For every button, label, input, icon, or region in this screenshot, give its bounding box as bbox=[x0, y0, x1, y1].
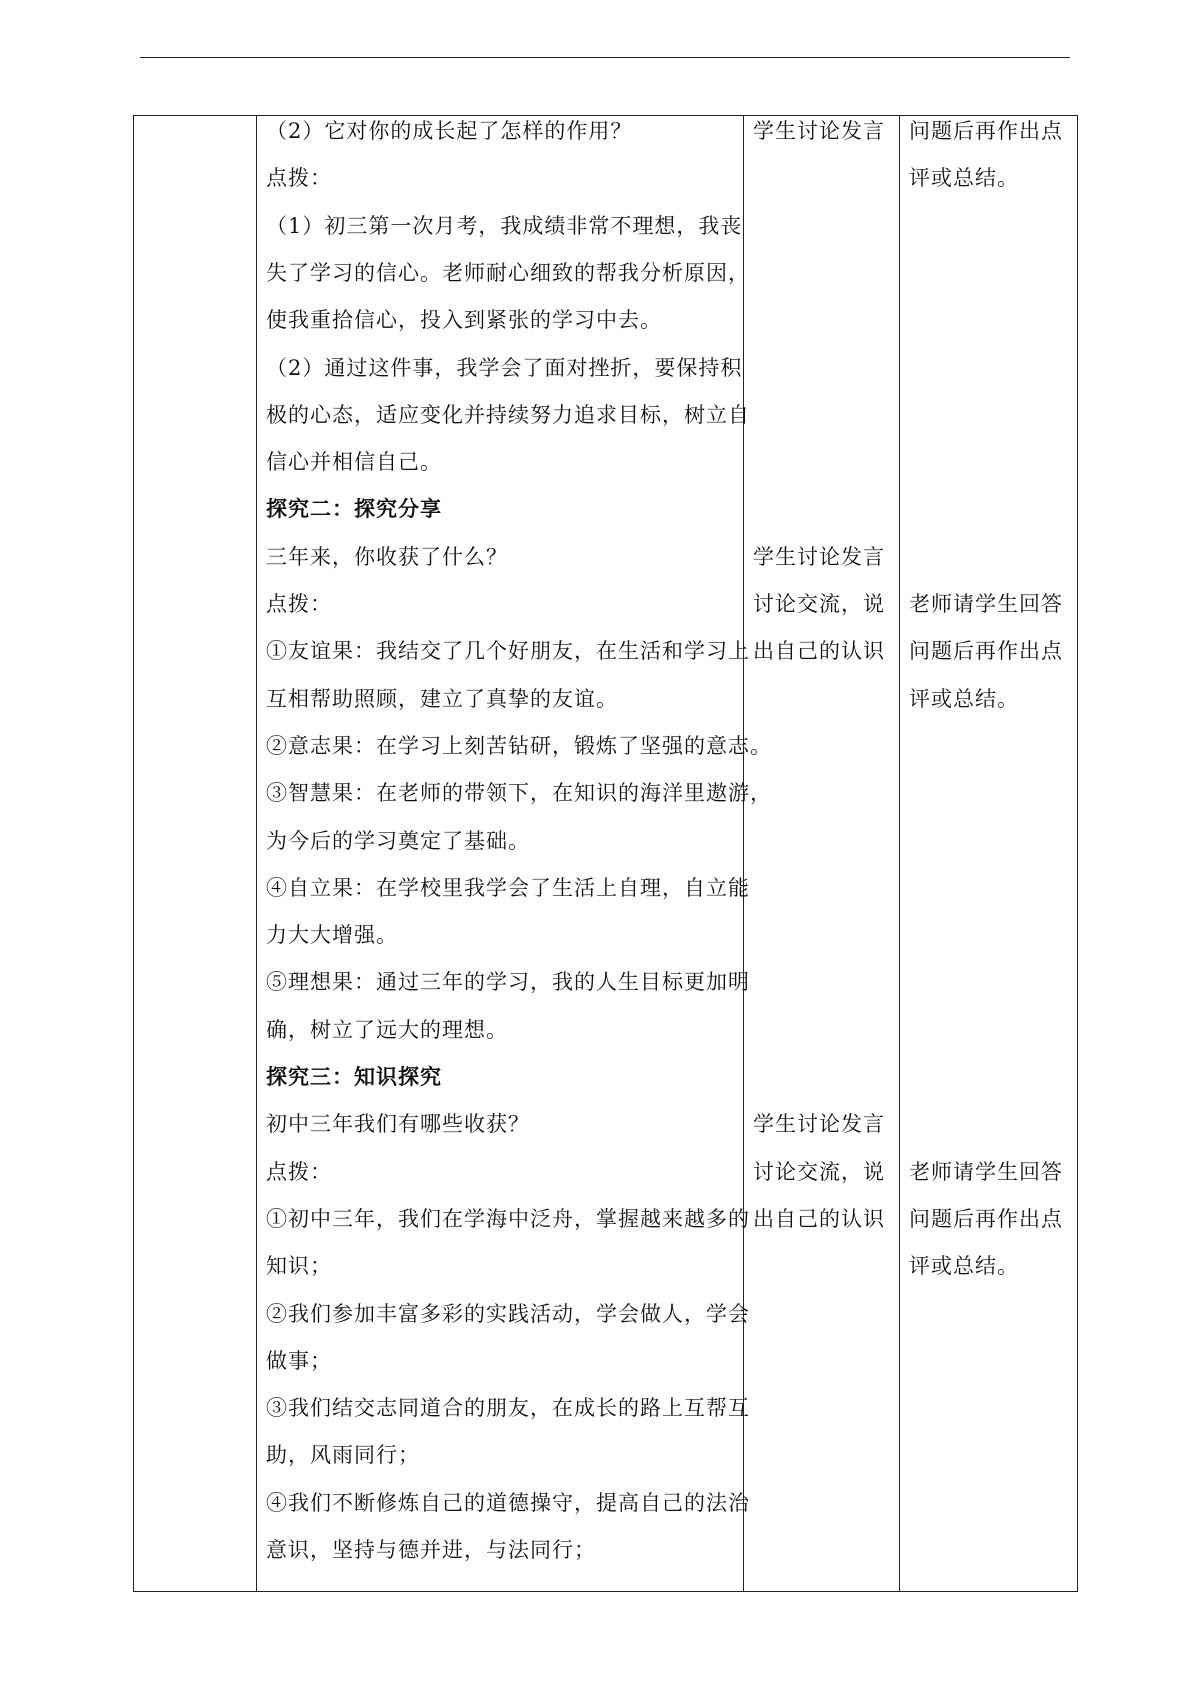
content-line: 极的心态，适应变化并持续努力追求目标，树立自 bbox=[266, 402, 750, 427]
content-line: 确，树立了远大的理想。 bbox=[266, 1017, 508, 1042]
content-line: 互相帮助照顾，建立了真挚的友谊。 bbox=[266, 686, 618, 711]
content-line: 使我重拾信心，投入到紧张的学习中去。 bbox=[266, 308, 662, 333]
content-line: 做事； bbox=[266, 1348, 332, 1373]
teacher-activity-line: 问题后再作出点 bbox=[909, 639, 1063, 664]
student-activity-line: 学生讨论发言 bbox=[753, 119, 885, 143]
content-line: ⑤理想果：通过三年的学习，我的人生目标更加明 bbox=[266, 970, 750, 995]
lesson-plan-table bbox=[133, 115, 1078, 1592]
teacher-activity-line: 评或总结。 bbox=[909, 686, 1019, 711]
student-activity-line: 出自己的认识 bbox=[753, 639, 885, 664]
student-activity-line: 讨论交流，说 bbox=[753, 1159, 885, 1184]
teacher-activity-line: 老师请学生回答 bbox=[909, 592, 1063, 616]
content-line: 信心并相信自己。 bbox=[266, 450, 442, 475]
column-divider bbox=[743, 116, 744, 1591]
content-line: ④我们不断修炼自己的道德操守，提高自己的法治 bbox=[266, 1490, 750, 1515]
student-activity-line: 讨论交流，说 bbox=[753, 592, 885, 616]
teacher-activity-line: 问题后再作出点 bbox=[909, 119, 1063, 143]
column-divider bbox=[899, 116, 900, 1591]
header-rule bbox=[140, 57, 1070, 58]
content-line: 初中三年我们有哪些收获？ bbox=[266, 1112, 530, 1137]
content-line: ③智慧果：在老师的带领下，在知识的海洋里遨游， bbox=[266, 781, 772, 806]
student-activity-line: 出自己的认识 bbox=[753, 1206, 885, 1231]
content-line: （1）初三第一次月考，我成绩非常不理想，我丧 bbox=[266, 213, 743, 238]
content-line: 点拨： bbox=[266, 166, 332, 191]
content-line: 点拨： bbox=[266, 592, 332, 616]
student-activity-line: 学生讨论发言 bbox=[753, 1112, 885, 1137]
content-line: 为今后的学习奠定了基础。 bbox=[266, 828, 530, 853]
teacher-activity-line: 评或总结。 bbox=[909, 1254, 1019, 1279]
content-line: ②意志果：在学习上刻苦钻研，锻炼了坚强的意志。 bbox=[266, 733, 772, 758]
content-line: 助，风雨同行； bbox=[266, 1443, 420, 1468]
content-line: 知识； bbox=[266, 1254, 332, 1279]
content-line: 力大大增强。 bbox=[266, 923, 398, 948]
teacher-activity-line: 评或总结。 bbox=[909, 166, 1019, 191]
content-line: 点拨： bbox=[266, 1159, 332, 1184]
content-line: 探究三：知识探究 bbox=[266, 1064, 442, 1089]
teacher-activity-cell bbox=[909, 116, 1074, 1591]
content-line: （2）它对你的成长起了怎样的作用？ bbox=[266, 119, 633, 143]
column-divider bbox=[256, 116, 257, 1591]
stage-cell bbox=[134, 116, 256, 1591]
content-line: 探究二：探究分享 bbox=[266, 496, 442, 522]
content-line: 三年来，你收获了什么？ bbox=[266, 544, 508, 569]
content-line: ②我们参加丰富多彩的实践活动，学会做人，学会 bbox=[266, 1301, 750, 1326]
student-activity-cell bbox=[753, 116, 893, 1591]
student-activity-line: 学生讨论发言 bbox=[753, 544, 885, 569]
content-line: ③我们结交志同道合的朋友，在成长的路上互帮互 bbox=[266, 1396, 750, 1421]
content-line: ①友谊果：我结交了几个好朋友，在生活和学习上 bbox=[266, 639, 750, 664]
content-line: （2）通过这件事，我学会了面对挫折，要保持积 bbox=[266, 355, 743, 380]
teaching-content-cell bbox=[266, 116, 772, 1591]
teacher-activity-line: 老师请学生回答 bbox=[909, 1159, 1063, 1184]
content-line: 意识，坚持与德并进，与法同行； bbox=[266, 1538, 596, 1562]
content-line: ④自立果：在学校里我学会了生活上自理，自立能 bbox=[266, 875, 750, 900]
content-line: 失了学习的信心。老师耐心细致的帮我分析原因， bbox=[266, 260, 750, 285]
teacher-activity-line: 问题后再作出点 bbox=[909, 1206, 1063, 1231]
content-line: ①初中三年，我们在学海中泛舟，掌握越来越多的 bbox=[266, 1206, 750, 1231]
